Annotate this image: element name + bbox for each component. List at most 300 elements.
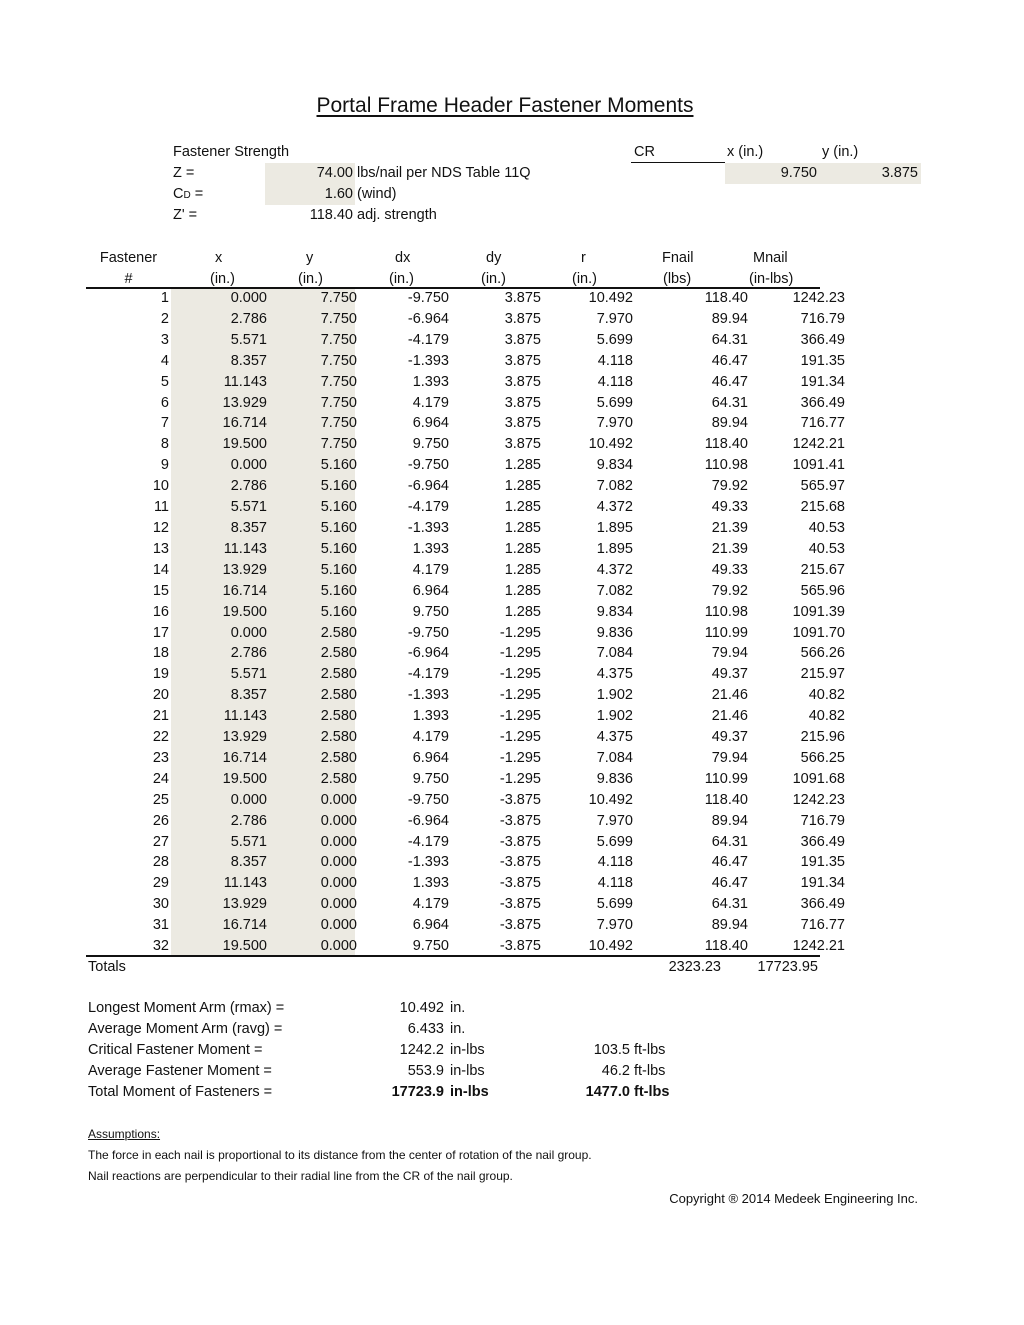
fastener-number: 3 <box>160 331 169 348</box>
fastener-number: 19 <box>152 666 169 683</box>
fnail-value: 21.46 <box>711 687 748 704</box>
y-value[interactable]: 7.750 <box>320 352 357 369</box>
r-value: 5.699 <box>596 394 633 411</box>
x-value[interactable]: 16.714 <box>222 749 267 766</box>
fnail-value: 79.94 <box>711 749 748 766</box>
r-value: 1.895 <box>596 540 633 557</box>
table-row <box>86 811 845 832</box>
table-row <box>86 915 845 936</box>
x-value[interactable]: 8.357 <box>230 352 267 369</box>
mnail-value: 191.35 <box>800 854 845 871</box>
r-value: 7.970 <box>596 917 633 934</box>
table-row <box>86 518 845 539</box>
dx-value: 6.964 <box>412 582 449 599</box>
r-value: 9.836 <box>596 624 633 641</box>
x-value[interactable]: 5.571 <box>230 499 267 516</box>
col-header-dx-unit: (in.) <box>389 271 414 287</box>
mnail-value: 191.34 <box>800 373 845 390</box>
r-value: 5.699 <box>596 896 633 913</box>
cd-note: (wind) <box>357 186 397 202</box>
fnail-value: 46.47 <box>711 854 748 871</box>
y-value[interactable]: 2.580 <box>320 666 357 683</box>
dx-value: -1.393 <box>407 519 449 536</box>
mnail-value: 215.67 <box>800 561 845 578</box>
dy-value: -1.295 <box>499 687 541 704</box>
summary-unit-ft: ft-lbs <box>634 1084 670 1100</box>
fnail-value: 79.92 <box>711 582 748 599</box>
x-value[interactable]: 11.143 <box>223 708 267 725</box>
cd-label <box>173 184 203 206</box>
y-value[interactable]: 0.000 <box>320 854 357 871</box>
fastener-number: 31 <box>152 917 169 934</box>
x-value[interactable]: 19.500 <box>222 436 267 453</box>
col-header-mnail-unit: (in-lbs) <box>749 271 794 287</box>
dy-value: 1.285 <box>504 478 541 495</box>
y-value[interactable]: 5.160 <box>320 478 357 495</box>
assumptions-heading: Assumptions: <box>88 1127 161 1141</box>
r-value: 9.836 <box>596 770 633 787</box>
fnail-value: 21.39 <box>711 540 748 557</box>
y-value[interactable]: 2.580 <box>320 770 357 787</box>
mnail-value: 191.35 <box>800 352 845 369</box>
r-value: 5.699 <box>596 833 633 850</box>
summary-value-ft: 46.2 <box>601 1063 630 1079</box>
x-value[interactable]: 19.500 <box>222 938 267 955</box>
x-value[interactable]: 11.143 <box>223 373 267 390</box>
r-value: 1.902 <box>596 687 633 704</box>
dy-value: 3.875 <box>504 352 541 369</box>
z-value-input[interactable]: 74.00 <box>316 165 353 181</box>
x-value[interactable]: 5.571 <box>230 331 267 348</box>
r-value: 4.118 <box>597 352 633 369</box>
totals-label: Totals <box>88 959 126 975</box>
table-row <box>86 748 845 769</box>
summary-value-ft: 103.5 <box>593 1042 630 1058</box>
dy-value: -1.295 <box>499 624 541 641</box>
dx-value: -1.393 <box>407 854 449 871</box>
dx-value: -9.750 <box>407 624 449 641</box>
dx-value: 4.179 <box>412 561 449 578</box>
y-value[interactable]: 0.000 <box>320 875 357 892</box>
mnail-value: 40.53 <box>808 519 845 536</box>
mnail-value: 566.26 <box>800 645 845 662</box>
col-header-r: r <box>581 250 586 266</box>
y-value[interactable]: 5.160 <box>320 540 357 557</box>
fnail-value: 110.98 <box>704 603 748 620</box>
y-value[interactable]: 2.580 <box>320 749 357 766</box>
summary-unit: in-lbs <box>450 1063 485 1079</box>
z-prime-note: adj. strength <box>357 207 437 223</box>
y-value[interactable]: 0.000 <box>320 896 357 913</box>
dx-value: -4.179 <box>407 499 449 516</box>
dy-value: -3.875 <box>499 812 541 829</box>
fnail-value: 49.33 <box>711 561 748 578</box>
dy-value: 3.875 <box>504 331 541 348</box>
x-value[interactable]: 8.357 <box>230 687 267 704</box>
fnail-value: 79.92 <box>711 478 748 495</box>
fastener-number: 18 <box>152 645 169 662</box>
mnail-value: 366.49 <box>800 833 845 850</box>
fastener-number: 16 <box>152 603 169 620</box>
table-row <box>86 476 845 497</box>
dy-value: 1.285 <box>504 540 541 557</box>
fastener-table <box>86 288 845 957</box>
y-value[interactable]: 2.580 <box>320 687 357 704</box>
dy-value: 1.285 <box>504 582 541 599</box>
dy-value: 3.875 <box>504 415 541 432</box>
r-value: 4.375 <box>596 666 633 683</box>
cr-label: CR <box>634 144 655 160</box>
y-value[interactable]: 0.000 <box>320 833 357 850</box>
dx-value: 6.964 <box>412 749 449 766</box>
fastener-number: 14 <box>152 561 169 578</box>
dy-value: -3.875 <box>499 896 541 913</box>
col-header-y: y <box>306 250 314 266</box>
summary-unit-ft: ft-lbs <box>634 1042 666 1058</box>
y-value[interactable]: 5.160 <box>320 457 357 474</box>
r-value: 4.118 <box>597 875 633 892</box>
fnail-value: 110.99 <box>704 770 748 787</box>
mnail-value: 1091.68 <box>792 770 845 787</box>
y-value[interactable]: 2.580 <box>320 645 357 662</box>
r-value: 4.118 <box>597 854 633 871</box>
assumption-line-2: Nail reactions are perpendicular to their radial line from the CR of the nail group. <box>88 1169 513 1183</box>
fnail-value: 49.33 <box>711 499 748 516</box>
dx-value: -9.750 <box>407 791 449 808</box>
x-value[interactable]: 2.786 <box>230 645 267 662</box>
fnail-value: 118.40 <box>704 436 748 453</box>
fastener-number: 4 <box>160 352 169 369</box>
mnail-value: 565.96 <box>800 582 845 599</box>
z-note: lbs/nail per NDS Table 11Q <box>357 165 531 181</box>
r-value: 9.834 <box>596 603 633 620</box>
x-value[interactable]: 2.786 <box>230 310 267 327</box>
table-row <box>86 602 845 623</box>
cd-value-input[interactable]: 1.60 <box>324 186 353 202</box>
summary-unit: in. <box>450 1021 466 1037</box>
mnail-value: 40.82 <box>808 708 845 725</box>
dy-value: 3.875 <box>504 394 541 411</box>
table-row <box>86 873 845 894</box>
col-header-mnail: Mnail <box>753 250 788 266</box>
table-row <box>86 852 845 873</box>
dx-value: -1.393 <box>407 687 449 704</box>
r-value: 7.970 <box>596 310 633 327</box>
fastener-number: 10 <box>152 478 169 495</box>
r-value: 10.492 <box>588 791 633 808</box>
fastener-number: 2 <box>160 310 169 327</box>
summary-unit: in-lbs <box>450 1084 489 1100</box>
r-value: 7.970 <box>596 812 633 829</box>
dy-value: -1.295 <box>499 708 541 725</box>
x-value[interactable]: 8.357 <box>230 854 267 871</box>
page-title <box>0 93 1010 119</box>
summary-label: Total Moment of Fasteners = <box>88 1084 273 1100</box>
fastener-number: 9 <box>160 457 169 474</box>
dy-value: 1.285 <box>504 519 541 536</box>
dy-value: 3.875 <box>504 310 541 327</box>
r-value: 10.492 <box>588 436 633 453</box>
table-row <box>86 455 845 476</box>
col-header-x-unit: (in.) <box>210 271 235 287</box>
table-row <box>86 539 845 560</box>
fnail-value: 64.31 <box>711 833 748 850</box>
col-header-dx: dx <box>395 250 411 266</box>
dy-value: -1.295 <box>499 749 541 766</box>
table-row <box>86 351 845 372</box>
table-row <box>86 936 845 957</box>
y-value[interactable]: 5.160 <box>320 499 357 516</box>
z-prime-label: Z' = <box>173 207 198 223</box>
fnail-value: 64.31 <box>711 394 748 411</box>
r-value: 10.492 <box>588 290 633 306</box>
table-row <box>86 790 845 811</box>
table-row <box>86 497 845 518</box>
y-value[interactable]: 5.160 <box>320 561 357 578</box>
y-value[interactable]: 7.750 <box>320 394 357 411</box>
dx-value: 4.179 <box>412 896 449 913</box>
y-value[interactable]: 0.000 <box>320 938 357 955</box>
dy-value: 1.285 <box>504 499 541 516</box>
summary-unit-ft: ft-lbs <box>634 1063 666 1079</box>
dx-value: 1.393 <box>412 875 449 892</box>
summary-value: 17723.9 <box>391 1084 444 1100</box>
col-header-r-unit: (in.) <box>572 271 597 287</box>
x-value[interactable]: 13.929 <box>222 394 267 411</box>
table-row <box>86 560 845 581</box>
col-header-fnail-unit: (lbs) <box>663 271 692 287</box>
mnail-value: 1091.39 <box>792 603 845 620</box>
summary-label: Critical Fastener Moment = <box>88 1042 263 1058</box>
dx-value: 4.179 <box>412 394 449 411</box>
copyright-notice: Copyright ® 2014 Medeek Engineering Inc. <box>669 1191 918 1206</box>
x-value[interactable]: 2.786 <box>230 478 267 495</box>
fnail-value: 46.47 <box>711 875 748 892</box>
fnail-value: 21.46 <box>711 708 748 725</box>
y-value[interactable]: 2.580 <box>320 708 357 725</box>
fnail-value: 89.94 <box>711 917 748 934</box>
x-value[interactable]: 11.143 <box>223 875 267 892</box>
dy-value: 1.285 <box>504 561 541 578</box>
assumption-line-1: The force in each nail is proportional to its distance from the center of rotation of the nail group. <box>88 1148 592 1162</box>
fnail-value: 21.39 <box>711 519 748 536</box>
table-row <box>86 372 845 393</box>
dy-value: 1.285 <box>504 603 541 620</box>
y-value[interactable]: 0.000 <box>320 791 357 808</box>
table-row <box>86 623 845 644</box>
mnail-value: 215.96 <box>800 729 845 746</box>
z-prime-value: 118.40 <box>309 207 353 223</box>
fastener-number: 11 <box>153 499 169 516</box>
dx-value: 1.393 <box>412 373 449 390</box>
x-value[interactable]: 19.500 <box>222 603 267 620</box>
y-value[interactable]: 0.000 <box>320 812 357 829</box>
mnail-value: 716.77 <box>800 917 845 934</box>
fnail-value: 46.47 <box>711 352 748 369</box>
r-value: 7.082 <box>596 478 633 495</box>
dx-value: -6.964 <box>407 645 449 662</box>
x-value[interactable]: 16.714 <box>222 582 267 599</box>
col-header-y-unit: (in.) <box>298 271 323 287</box>
cd-label-sub: D <box>183 190 191 201</box>
fnail-value: 64.31 <box>711 331 748 348</box>
dx-value: 9.750 <box>412 436 449 453</box>
x-value[interactable]: 16.714 <box>222 917 267 934</box>
summary-label: Average Fastener Moment = <box>88 1063 272 1079</box>
dx-value: -4.179 <box>407 666 449 683</box>
fastener-number: 29 <box>152 875 169 892</box>
r-value: 7.084 <box>596 749 633 766</box>
mnail-value: 716.79 <box>800 310 845 327</box>
x-value[interactable]: 0.000 <box>230 290 267 306</box>
r-value: 10.492 <box>588 938 633 955</box>
x-value[interactable]: 13.929 <box>222 729 267 746</box>
fnail-value: 110.98 <box>704 457 748 474</box>
fastener-number: 21 <box>152 708 169 725</box>
y-value[interactable]: 7.750 <box>320 415 357 432</box>
y-value[interactable]: 2.580 <box>320 729 357 746</box>
dy-value: 3.875 <box>504 373 541 390</box>
fastener-number: 13 <box>152 540 169 557</box>
mnail-value: 716.77 <box>800 415 845 432</box>
y-value[interactable]: 2.580 <box>320 624 357 641</box>
cr-y-header: y (in.) <box>822 144 859 160</box>
mnail-value: 40.53 <box>808 540 845 557</box>
x-value[interactable]: 5.571 <box>230 666 267 683</box>
y-value[interactable]: 7.750 <box>320 331 357 348</box>
fnail-value: 46.47 <box>711 373 748 390</box>
dy-value: -3.875 <box>499 875 541 892</box>
mnail-value: 215.68 <box>800 499 845 516</box>
mnail-value: 1242.23 <box>792 290 845 306</box>
fastener-number: 5 <box>160 373 169 390</box>
fnail-value: 118.40 <box>704 290 748 306</box>
fastener-number: 26 <box>152 812 169 829</box>
dx-value: 9.750 <box>412 938 449 955</box>
fnail-value: 89.94 <box>711 415 748 432</box>
dx-value: 1.393 <box>412 540 449 557</box>
dx-value: -6.964 <box>407 812 449 829</box>
mnail-value: 1242.21 <box>792 436 845 453</box>
mnail-value: 565.97 <box>800 478 845 495</box>
x-value[interactable]: 13.929 <box>222 561 267 578</box>
fnail-value: 118.40 <box>704 938 748 955</box>
cr-x-value: 9.750 <box>780 165 817 181</box>
dy-value: 3.875 <box>504 436 541 453</box>
cr-x-header: x (in.) <box>727 144 764 160</box>
fastener-number: 1 <box>160 290 169 306</box>
r-value: 7.084 <box>596 645 633 662</box>
table-row <box>86 413 845 434</box>
mnail-value: 215.97 <box>800 666 845 683</box>
r-value: 1.902 <box>596 708 633 725</box>
r-value: 5.699 <box>596 331 633 348</box>
fastener-number: 30 <box>152 896 169 913</box>
dx-value: 1.393 <box>412 708 449 725</box>
x-value[interactable]: 13.929 <box>222 896 267 913</box>
x-value[interactable]: 8.357 <box>230 519 267 536</box>
fastener-number: 8 <box>160 436 169 453</box>
y-value[interactable]: 7.750 <box>320 373 357 390</box>
mnail-value: 40.82 <box>808 687 845 704</box>
mnail-value: 191.34 <box>800 875 845 892</box>
col-header-dy-unit: (in.) <box>481 271 506 287</box>
summary-unit: in-lbs <box>450 1042 485 1058</box>
x-value[interactable]: 0.000 <box>230 791 267 808</box>
cd-label-tail: = <box>190 186 204 202</box>
x-value[interactable]: 5.571 <box>230 833 267 850</box>
table-row <box>86 727 845 748</box>
fastener-number: 22 <box>152 729 169 746</box>
y-value[interactable]: 0.000 <box>320 917 357 934</box>
totals-mnail: 17723.95 <box>757 959 818 975</box>
y-value[interactable]: 5.160 <box>320 603 357 620</box>
table-row <box>86 434 845 455</box>
mnail-value: 716.79 <box>800 812 845 829</box>
dx-value: 4.179 <box>412 729 449 746</box>
dx-value: -4.179 <box>407 833 449 850</box>
x-value[interactable]: 0.000 <box>230 457 267 474</box>
fastener-number: 15 <box>152 582 169 599</box>
x-value[interactable]: 19.500 <box>222 770 267 787</box>
dy-value: -3.875 <box>499 854 541 871</box>
table-row <box>86 330 845 351</box>
col-header-x: x <box>215 250 223 266</box>
mnail-value: 1091.70 <box>792 624 845 641</box>
x-value[interactable]: 16.714 <box>222 415 267 432</box>
y-value[interactable]: 7.750 <box>320 310 357 327</box>
col-header-fastener: Fastener <box>99 250 158 266</box>
fastener-number: 24 <box>152 770 169 787</box>
dx-value: 9.750 <box>412 603 449 620</box>
dy-value: 3.875 <box>504 290 541 306</box>
mnail-value: 366.49 <box>800 394 845 411</box>
table-row <box>86 706 845 727</box>
fnail-value: 49.37 <box>711 729 748 746</box>
col-header-dy: dy <box>486 250 502 266</box>
fastener-number: 17 <box>152 624 169 641</box>
x-value[interactable]: 2.786 <box>230 812 267 829</box>
y-value[interactable]: 5.160 <box>320 519 357 536</box>
mnail-value: 566.25 <box>800 749 845 766</box>
cr-underline <box>631 162 725 163</box>
mnail-value: 366.49 <box>800 896 845 913</box>
strength-heading: Fastener Strength <box>173 144 290 160</box>
fnail-value: 89.94 <box>711 310 748 327</box>
x-value[interactable]: 0.000 <box>230 624 267 641</box>
fastener-number: 6 <box>160 394 169 411</box>
page-title-text: Portal Frame Header Fastener Moments <box>316 94 694 117</box>
r-value: 1.895 <box>596 519 633 536</box>
y-value[interactable]: 7.750 <box>320 290 357 306</box>
table-row <box>86 393 845 414</box>
z-label: Z = <box>173 165 195 181</box>
mnail-value: 1242.23 <box>792 791 845 808</box>
fnail-value: 49.37 <box>711 666 748 683</box>
dy-value: 1.285 <box>504 457 541 474</box>
table-row <box>86 685 845 706</box>
fastener-number: 27 <box>152 833 169 850</box>
dy-value: -1.295 <box>499 645 541 662</box>
table-row <box>86 288 845 309</box>
fastener-number: 23 <box>152 749 169 766</box>
dx-value: -6.964 <box>407 478 449 495</box>
dy-value: -3.875 <box>499 833 541 850</box>
r-value: 4.372 <box>596 499 633 516</box>
y-value[interactable]: 7.750 <box>320 436 357 453</box>
y-value[interactable]: 5.160 <box>320 582 357 599</box>
x-value[interactable]: 11.143 <box>223 540 267 557</box>
